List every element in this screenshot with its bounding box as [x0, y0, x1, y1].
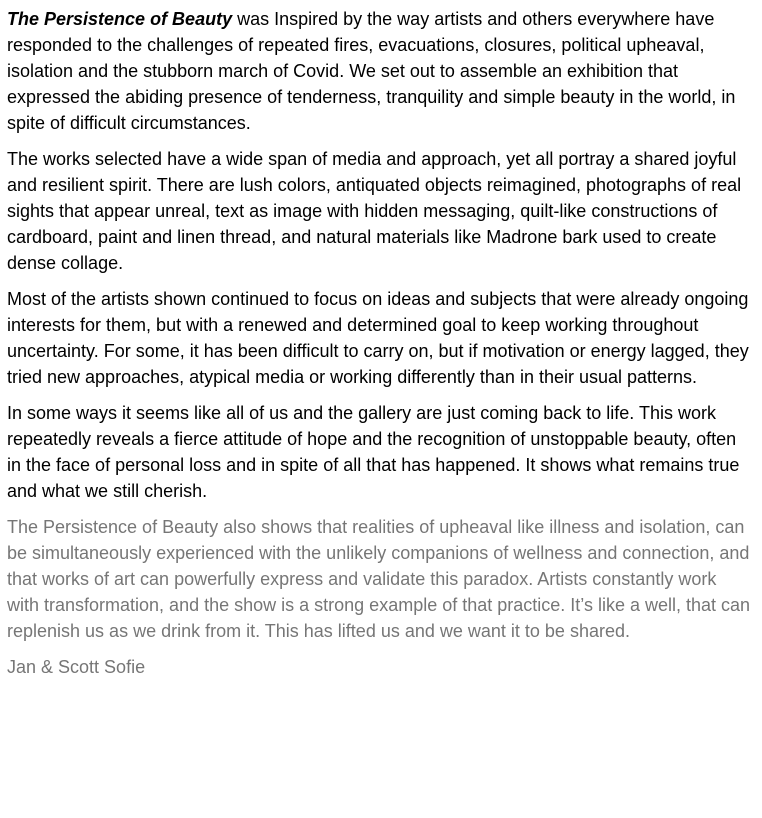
paragraph-intro-text: was Inspired by the way artists and others everywhere have responded to the challenges of repeated fires, evacuations, closures, political upheaval, isolation and the stubborn march of Covid. We set out to assemble an exhibition that expressed the abiding presence of tenderness, tranquility and simple beauty in the world, in spite of difficult circumstances. [7, 9, 736, 133]
paragraph-intro [7, 6, 752, 136]
signature-line: Jan & Scott Sofie [7, 657, 146, 677]
paragraph-gallery: In some ways it seems like all of us and the gallery are just coming back to life. This work repeatedly reveals a fierce attitude of hope and the recognition of unstoppable beauty, often in the face of personal loss and in spite of all that has happened. It shows what remains true and what we still cherish. [7, 403, 740, 501]
paragraph-media: The works selected have a wide span of media and approach, yet all portray a shared joyful and resilient spirit. There are lush colors, antiquated objects reimagined, photographs of real sights that appear unreal, text as image with hidden messaging, quilt-like constructions of cardboard, paint and linen thread, and natural materials like Madrone bark used to create dense collage. [7, 149, 742, 273]
paragraph-paradox: The Persistence of Beauty also shows that realities of upheaval like illness and isolation, can be simultaneously experienced with the unlikely companions of wellness and connection, and that works of art can powerfully express and validate this paradox. Artists constantly work with transformation, and the show is a strong example of that practice. It’s like a well, that can replenish us as we drink from it. This has lifted us and we want it to be shared. [7, 517, 751, 641]
exhibition-title-lead: The Persistence of Beauty [7, 9, 233, 29]
paragraph-artists: Most of the artists shown continued to focus on ideas and subjects that were already ongoing interests for them, but with a renewed and determined goal to keep working throughout uncertainty. For some, it has been difficult to carry on, but if motivation or energy lagged, they tried new approaches, atypical media or working differently than in their usual patterns. [7, 289, 749, 387]
